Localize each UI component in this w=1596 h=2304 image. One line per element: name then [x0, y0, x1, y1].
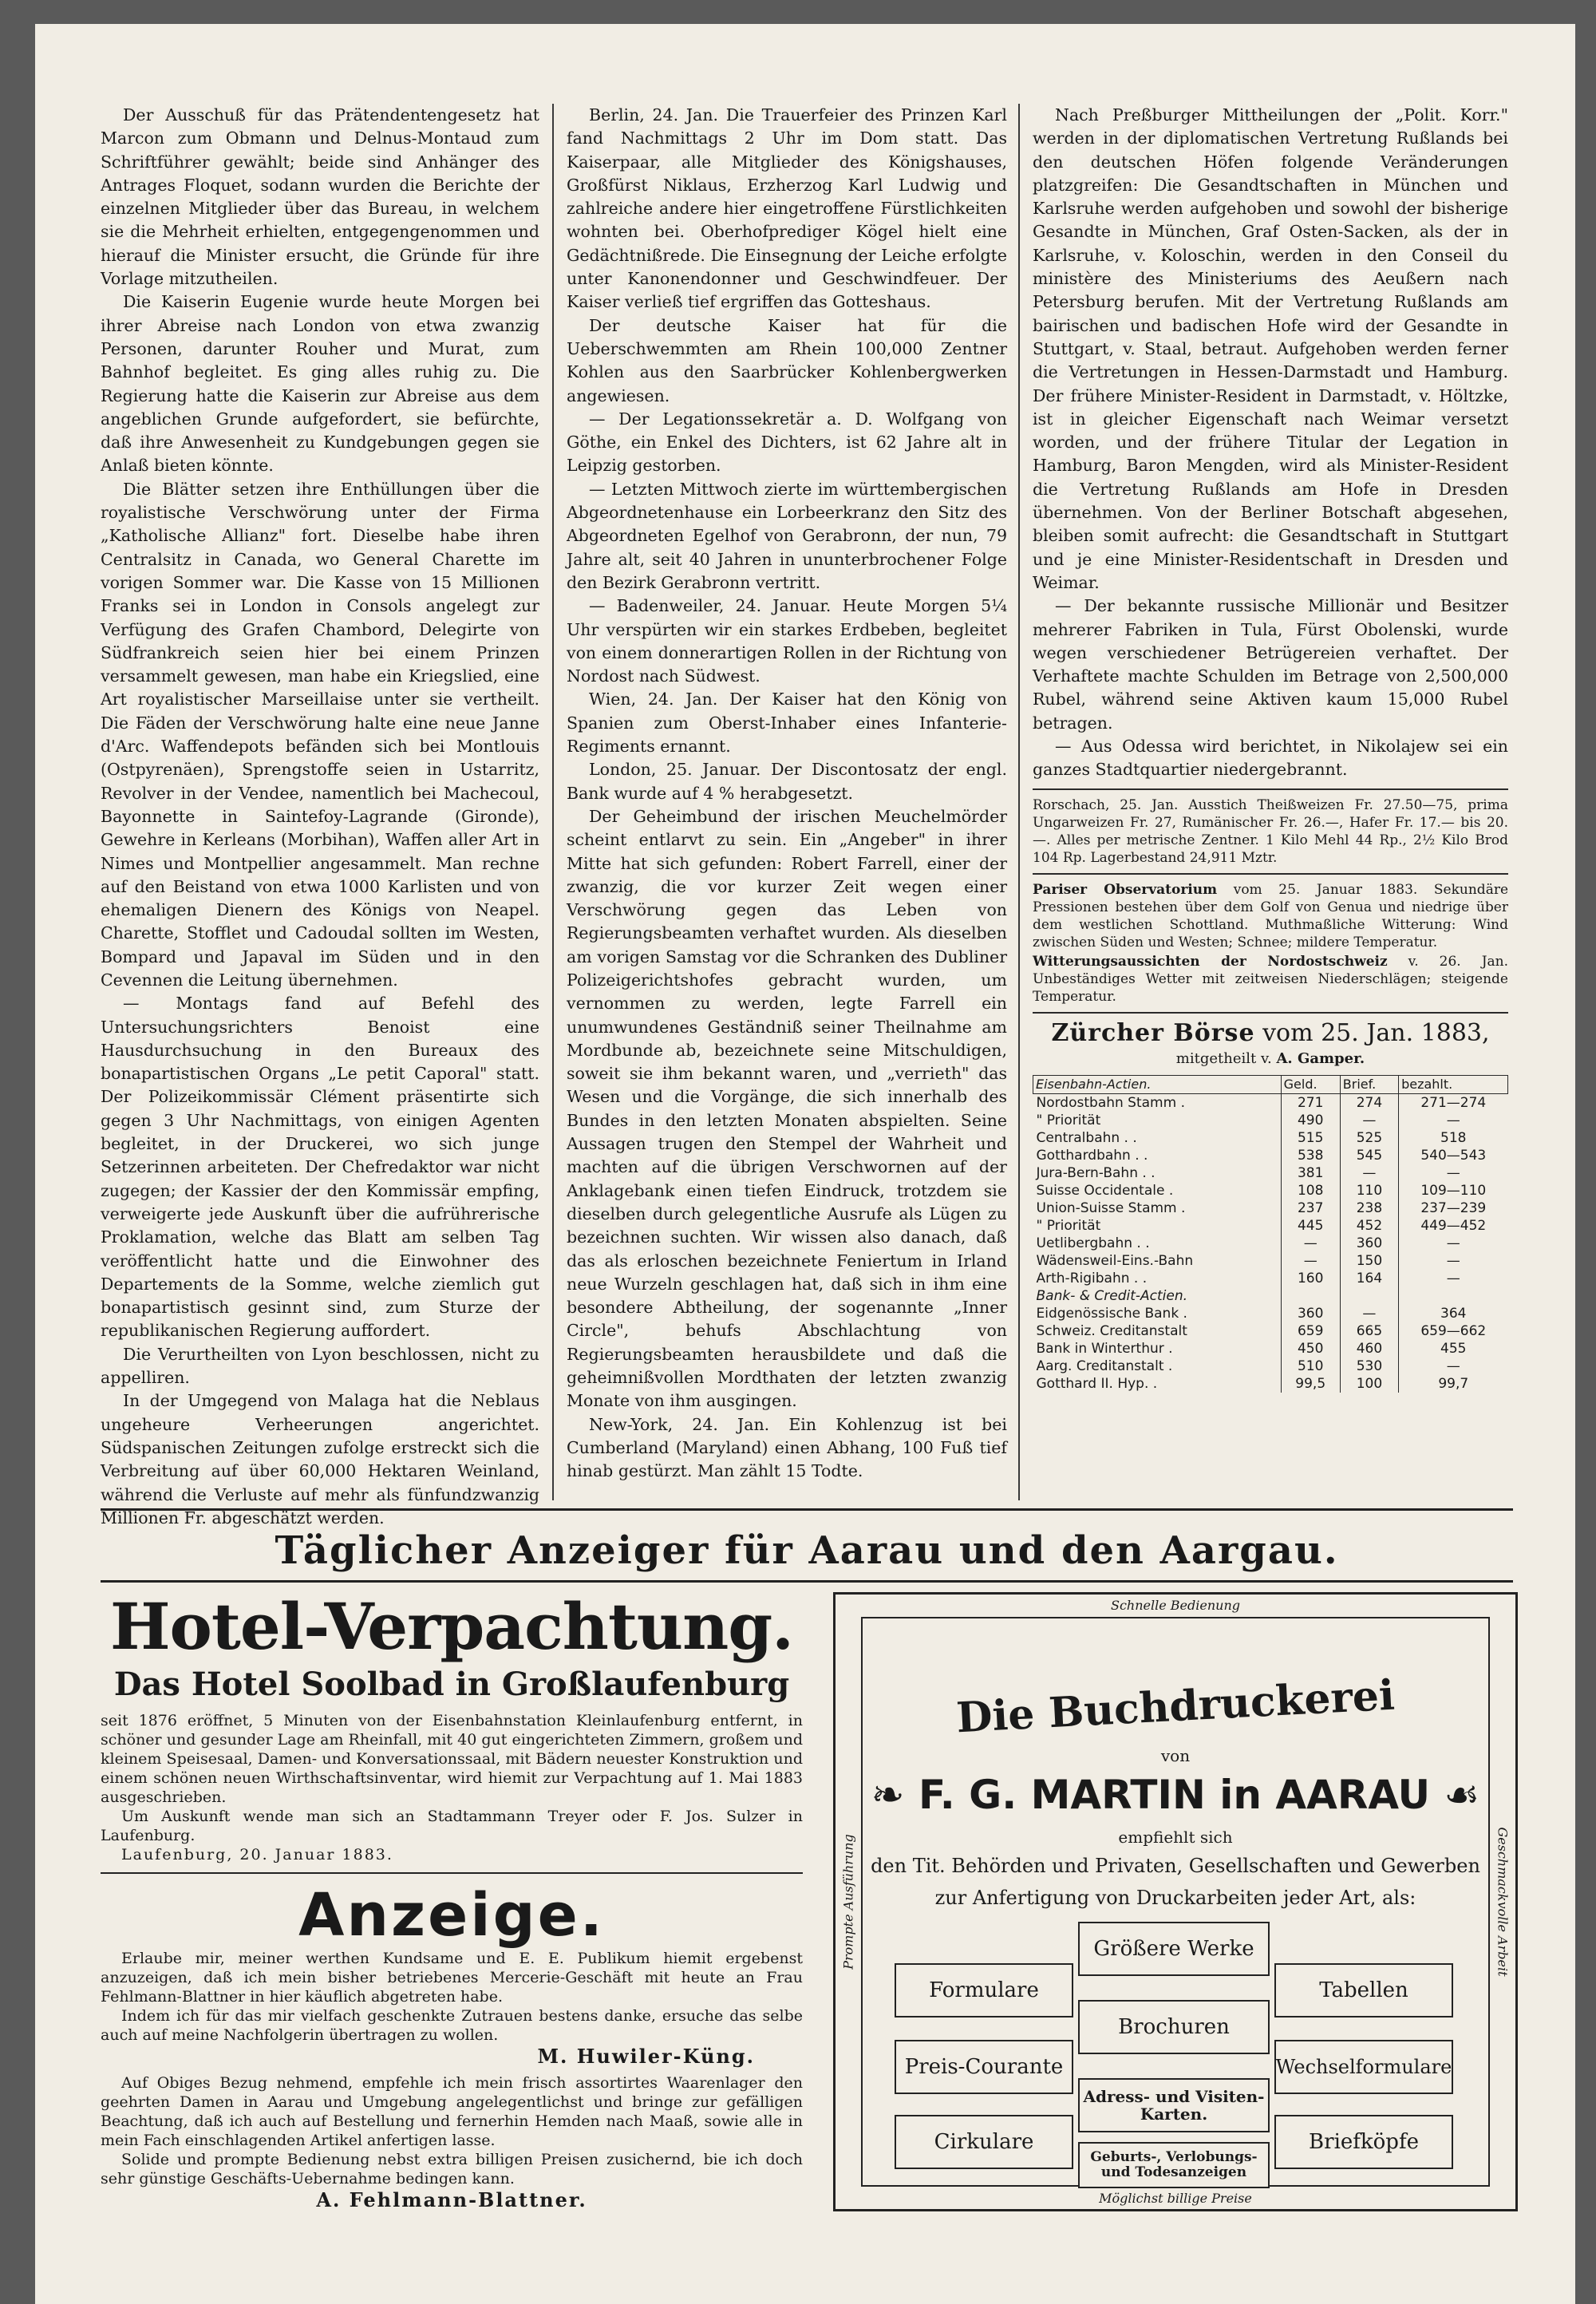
table-cell: —	[1281, 1252, 1340, 1270]
column-2	[567, 104, 1007, 1484]
table-row	[1033, 1375, 1508, 1393]
column-2-paragraph: Der Geheimbund der irischen Meuchelmörder scheint entlarvt zu sein. Ein „Angeber" in ihrer Mitte hat sich gefunden: Robert Farrell, einer der zwanzig, die vor kurzer Zeit wegen einer Verschwörung gegen das Leben von Regierungsbeamten verhaftet wurden. Als dieselben am vorigen Samstag vor die Schranken des Dubliner Polizeigerichtshofes gebracht wurden, um vernommen zu werden, legte Farrell ein unumwundenes Geständniß seiner Theilnahme am Mordbunde ab, bezeichnete seine Mitschuldigen, soweit sie ihm bekannt waren, und „verrieth" das Wesen und die Vorgänge, die sich innerhalb des Bundes in den letzten Monaten abspielten. Seine Aussagen trugen den Stempel der Wahrheit und machten auf die übrigen Verschwornen auf der Anklagebank einen tiefen Eindruck, trotzdem sie dieselben durch gelegentliche Ausrufe als Lügen zu bezeichnen suchten. Wir wissen also danach, daß das als erloschen bezeichnete Feniertum in Irland neue Wurzeln geschlagen hat, daß sich in ihm eine besondere Abtheilung, der sogenannte „Inner Circle", behufs Abschlachtung von Regierungsbeamten herausbildete und daß die geheimnißvollen Mordthaten der letzten zwanzig Monate von ihm ausgingen.	[567, 806, 1007, 1411]
left-advertisements	[101, 1588, 803, 2212]
bourse-sub: mitgetheilt v.	[1175, 1049, 1272, 1067]
table-cell: 665	[1340, 1322, 1398, 1340]
table-cell: Jura-Bern-Bahn . .	[1036, 1164, 1156, 1181]
anzeige-para-3: Auf Obiges Bezug nehmend, empfehle ich mein frisch assortirtes Waarenlager den geehrten Damen in Aarau und Umgebung angelegentlichst und bringe zur gefälligen Beachtung, daß ich auch auf Bestellung und fernerhin Hemden nach Maaß, sowie alle in mein Fach einschlagenden Artikel anfertigen lasse.	[101, 2074, 803, 2149]
witterung-title: Witterungsaussichten der Nordostschweiz	[1033, 953, 1388, 970]
service-box: Tabellen	[1274, 1963, 1453, 2017]
table-row	[1033, 1112, 1508, 1129]
firm-name: F. G. MARTIN in AARAU	[918, 1772, 1431, 1818]
buchdruckerei-empfiehlt: empfiehlt sich	[1118, 1828, 1233, 1847]
table-cell: Centralbahn . .	[1036, 1129, 1137, 1146]
column-3-paragraph: — Der bekannte russische Millionär und Besitzer mehrerer Fabriken in Tula, Fürst Obolenski, wurde wegen verschiedener Betrügereien verhaftet. Der Verhaftete machte Schulden im Betrage von 2,500,000 Rubel, während seine Aktiven kaum 15,000 Rubel betragen.	[1033, 596, 1508, 733]
bourse-header-cell: Brief.	[1340, 1075, 1398, 1093]
table-cell: 150	[1340, 1252, 1398, 1270]
frame-label-right: Geschmackvolle Arbeit	[1495, 1827, 1511, 1977]
bourse-heading	[1033, 1020, 1508, 1047]
table-cell: 360	[1281, 1305, 1340, 1322]
table-row	[1033, 1235, 1508, 1252]
table-cell: 525	[1340, 1129, 1398, 1147]
hotel-description: seit 1876 eröffnet, 5 Minuten von der Eisenbahnstation Kleinlaufenburg entfernt, in schöner und gesunder Lage am Rheinfall, mit 40 gut eingerichteten Zimmern, großem und kleinem Speisesaal, Damen- und Konversationssaal, mit Bädern neuester Konstruktion und einem schönen neuen Wirthschaftsinventar, wird hiemit zur Verpachtung auf 1. Mai 1883 ausgeschrieben.	[101, 1712, 803, 1806]
frame-label-left: Prompte Ausführung	[840, 1834, 856, 1970]
witterung-date: v. 26. Jan.	[1408, 953, 1509, 970]
column-1-paragraph: In der Umgegend von Malaga hat die Neblaus ungeheure Verheerungen angerichtet. Südspanischen Zeitungen zufolge erstreckt sich die Verbreitung auf über 60,000 Hektaren Weinland, während die Verluste auf mehr als fünfundzwanzig Millionen Fr. abgeschätzt werden.	[101, 1391, 539, 1527]
table-cell: 381	[1281, 1164, 1340, 1182]
buchdruckerei-line-1: den Tit. Behörden und Privaten, Gesellschaften und Gewerben	[871, 1855, 1480, 1877]
divider	[1033, 788, 1508, 790]
table-cell: 99,5	[1281, 1375, 1340, 1393]
column-1-paragraph: Die Verurtheilten von Lyon beschlossen, nicht zu appelliren.	[101, 1344, 539, 1388]
table-cell: —	[1399, 1112, 1508, 1129]
table-cell: 271	[1281, 1093, 1340, 1112]
table-cell: 109—110	[1399, 1182, 1508, 1199]
frame-label-top: Schnelle Bedienung	[1111, 1598, 1240, 1613]
bourse-date: vom 25. Jan. 1883,	[1262, 1018, 1490, 1047]
table-cell: 452	[1340, 1217, 1398, 1235]
newspaper-page	[35, 24, 1575, 2304]
table-cell: —	[1340, 1164, 1398, 1182]
bourse-title: Zürcher Börse	[1051, 1018, 1255, 1047]
table-cell: 659	[1281, 1322, 1340, 1340]
table-cell: 518	[1399, 1129, 1508, 1147]
table-cell: Union-Suisse Stamm .	[1036, 1199, 1186, 1216]
hotel-title: Hotel-Verpachtung.	[109, 1589, 794, 1664]
table-cell: 450	[1281, 1340, 1340, 1358]
column-2-paragraph: Wien, 24. Jan. Der Kaiser hat den König von Spanien zum Oberst-Inhaber eines Infanterie-Regiments ernannt.	[567, 690, 1007, 757]
table-cell: " Priorität	[1036, 1217, 1101, 1234]
service-box: Geburts-, Verlobungs- und Todesanzeigen	[1078, 2142, 1270, 2188]
table-row	[1033, 1147, 1508, 1164]
table-cell: —	[1399, 1252, 1508, 1270]
buchdruckerei-von: von	[1160, 1746, 1191, 1765]
table-cell: 449—452	[1399, 1217, 1508, 1235]
column-3	[1033, 104, 1508, 1393]
table-cell: 100	[1340, 1375, 1398, 1393]
table-cell: 164	[1340, 1270, 1398, 1287]
column-divider	[552, 104, 554, 1500]
table-cell: 364	[1399, 1305, 1508, 1322]
anzeige-title: Anzeige.	[298, 1881, 605, 1950]
table-cell: Gotthard II. Hyp. .	[1036, 1375, 1158, 1392]
bourse-attribution	[1033, 1047, 1508, 1070]
table-cell: 460	[1340, 1340, 1398, 1358]
rorschach-report: Rorschach, 25. Jan. Ausstich Theißweizen Fr. 27.50—75, prima Ungarweizen Fr. 27, Rumänischer Fr. 26.—, Hafer Fr. 17.— bis 20.—. Alles per metrische Zentner. 1 Kilo Mehl 44 Rp., 2½ Kilo Brod 104 Rp. Lagerbestand 24,911 Mztr.	[1033, 796, 1508, 866]
buchdruckerei-ad	[833, 1592, 1518, 2211]
buchdruckerei-line-2: zur Anfertigung von Druckarbeiten jeder Art, als:	[934, 1887, 1416, 1909]
table-cell: Wädensweil-Eins.-Bahn	[1036, 1252, 1194, 1269]
table-cell	[1340, 1287, 1398, 1305]
anzeige-text	[101, 1949, 803, 2045]
column-1-paragraph: Die Kaiserin Eugenie wurde heute Morgen bei ihrer Abreise nach London von etwa zwanzig Personen, darunter Rouher und Murat, zum Bahnhof begleitet. Es ging alles ruhig zu. Die Regierung hatte die Kaiserin zur Abreise aus dem angeblichen Grunde aufgefordert, sie befürchte, daß ihre Anwesenheit zu Kundgebungen gegen sie Anlaß bieten könnte.	[101, 292, 539, 476]
witterung-text: Unbeständiges Wetter mit zeitweisen Niederschlägen; steigende Temperatur.	[1033, 970, 1508, 1005]
bourse-by: A. Gamper.	[1276, 1049, 1365, 1067]
table-cell: 360	[1340, 1235, 1398, 1252]
table-cell: 108	[1281, 1182, 1340, 1199]
observatorium-report	[1033, 881, 1508, 951]
table-cell: —	[1399, 1235, 1508, 1252]
table-cell: 99,7	[1399, 1375, 1508, 1393]
table-cell: 238	[1340, 1199, 1398, 1217]
table-cell: 659—662	[1399, 1322, 1508, 1340]
table-row	[1033, 1340, 1508, 1358]
service-box: Briefköpfe	[1274, 2115, 1453, 2169]
bourse-header-cell: Geld.	[1281, 1075, 1340, 1093]
table-cell: 545	[1340, 1147, 1398, 1164]
column-2-paragraph: — Der Legationssekretär a. D. Wolfgang von Göthe, ein Enkel des Dichters, ist 62 Jahre alt in Leipzig gestorben.	[567, 409, 1007, 476]
hotel-subtitle: Das Hotel Soolbad in Großlaufenburg	[113, 1666, 790, 1703]
divider	[1033, 873, 1508, 875]
bourse-header-row	[1033, 1075, 1508, 1093]
table-cell	[1399, 1287, 1508, 1305]
section-divider	[101, 1580, 1513, 1583]
column-3-articles	[1033, 104, 1508, 782]
service-box: Brochuren	[1078, 2000, 1270, 2054]
service-box: Preis-Courante	[895, 2040, 1073, 2094]
table-cell: 510	[1281, 1358, 1340, 1375]
column-2-paragraph: New-York, 24. Jan. Ein Kohlenzug ist bei Cumberland (Maryland) einen Abhang, 100 Fuß tief hinab gestürzt. Man zählt 15 Todte.	[567, 1414, 1007, 1481]
table-row	[1033, 1217, 1508, 1235]
service-box: Cirkulare	[895, 2115, 1073, 2169]
table-row	[1033, 1322, 1508, 1340]
service-box: Formulare	[895, 1963, 1073, 2017]
hotel-text	[101, 1711, 803, 1864]
hotel-contact: Um Auskunft wende man sich an Stadtammann Treyer oder F. Jos. Sulzer in Laufenburg.	[101, 1808, 803, 1844]
section-divider	[101, 1508, 1513, 1511]
column-1-paragraph: Der Ausschuß für das Prätendentengesetz hat Marcon zum Obmann und Delnus-Montaud zum Schriftführer gewählt; beide sind Anhänger des Antrages Floquet, sodann wurden die Berichte der einzelnen Mitglieder über das Bureau, in welchem sie die Mehrheit erhielten, entgegengenommen und hierauf die Minister ersucht, die Gründe für ihre Vorlage mitzutheilen.	[101, 105, 539, 289]
table-row	[1033, 1305, 1508, 1322]
table-cell: " Priorität	[1036, 1112, 1101, 1128]
table-cell: Nordostbahn Stamm .	[1036, 1094, 1185, 1111]
table-cell: Schweiz. Creditanstalt	[1036, 1322, 1187, 1339]
anzeige-para-2: Indem ich für das mir vielfach geschenkte Zutrauen bestens danke, ersuche das selbe auch auf meine Nachfolgerin übertragen zu wollen.	[101, 2007, 803, 2044]
signature-fehlmann: A. Fehlmann-Blattner.	[316, 2188, 587, 2211]
table-row	[1033, 1252, 1508, 1270]
table-cell: Arth-Rigibahn . .	[1036, 1270, 1148, 1286]
observatorium-text: Sekundäre Pressionen bestehen über dem Golf von Genua und niedrige über dem westlichen Schottland. Muthmaßliche Witterung: Wind zwischen Süden und Westen; Schnee; mildere Temperatur.	[1033, 881, 1509, 950]
anzeige-text-2	[101, 2073, 803, 2188]
bourse-table	[1033, 1075, 1508, 1393]
table-cell: 271—274	[1399, 1093, 1508, 1112]
column-2-paragraph: — Badenweiler, 24. Januar. Heute Morgen 5¼ Uhr verspürten wir ein starkes Erdbeben, begleitet von einem donnerartigen Rollen in der Richtung von Nordost nach Südwest.	[567, 596, 1007, 686]
table-cell: Bank in Winterthur .	[1036, 1340, 1173, 1357]
table-row	[1033, 1129, 1508, 1147]
ornament-right-icon: ☙	[1430, 1772, 1480, 1818]
bourse-header-cell: bezahlt.	[1399, 1075, 1508, 1093]
table-cell: —	[1340, 1305, 1398, 1322]
table-cell: Aarg. Creditanstalt .	[1036, 1358, 1173, 1374]
hotel-date: Laufenburg, 20. Januar 1883.	[121, 1846, 393, 1863]
buchdruckerei-inner-frame	[861, 1617, 1490, 2187]
service-box: Adress- und Visiten-Karten.	[1078, 2078, 1270, 2132]
bourse-section-row	[1033, 1287, 1508, 1305]
anzeige-para-1: Erlaube mir, meiner werthen Kundsame und E. E. Publikum hiemit ergebenst anzuzeigen, daß ich mein bisher betriebenes Mercerie-Geschäft mit heute an Frau Fehlmann-Blattner in hier käuflich abgetreten habe.	[101, 1950, 803, 2006]
table-cell: 237—239	[1399, 1199, 1508, 1217]
table-cell: 530	[1340, 1358, 1398, 1375]
column-3-paragraph: Nach Preßburger Mittheilungen der „Polit. Korr." werden in der diplomatischen Vertretung Rußlands bei den deutschen Höfen folgende Veränderungen platzgreifen: Die Gesandtschaften in München und Karlsruhe werden aufgehoben und sowohl der bisherige Gesandte in München, Graf Osten-Sacken, als der in Karlsruhe, v. Koloschin, werden in den Conseil du ministère des Ministeriums des Aeußern nach Petersburg berufen. Mit der Vertretung Rußlands am bairischen und badischen Hofe wird der Gesandte in Stuttgart, v. Staal, betraut. Aufgehoben werden ferner die Vertretungen in Hessen-Darmstadt und Hamburg. Der frühere Minister-Resident in Darmstadt, v. Höltzke, ist in gleicher Eigenschaft nach Weimar versetzt worden, und der frühere Titular der Legation in Hamburg, Baron Mengden, wird als Minister-Resident die Vertretung Rußlands am Hofe in Dresden übernehmen. Von der Berliner Botschaft abgesehen, bleiben somit aufrecht: die Gesandtschaft in Stuttgart und je eine Minister-Residentschaft in Dresden und Weimar.	[1033, 105, 1508, 592]
table-cell: 538	[1281, 1147, 1340, 1164]
service-box: Wechselformulare	[1274, 2040, 1453, 2094]
column-1	[101, 104, 539, 1530]
table-cell: 160	[1281, 1270, 1340, 1287]
observatorium-title: Pariser Observatorium	[1033, 881, 1218, 898]
service-box: Größere Werke	[1078, 1922, 1270, 1976]
table-cell: 274	[1340, 1093, 1398, 1112]
table-cell: —	[1281, 1235, 1340, 1252]
signature-huwiler: M. Huwiler-Küng.	[537, 2045, 755, 2068]
table-cell: —	[1399, 1164, 1508, 1182]
table-cell: 237	[1281, 1199, 1340, 1217]
divider	[1033, 1012, 1508, 1014]
table-cell: —	[1399, 1358, 1508, 1375]
frame-label-bottom: Möglichst billige Preise	[1099, 2191, 1252, 2206]
buchdruckerei-title: Die Buchdruckerei	[954, 1670, 1396, 1743]
table-cell: 515	[1281, 1129, 1340, 1147]
table-row	[1033, 1164, 1508, 1182]
table-cell: Gotthardbahn . .	[1036, 1147, 1148, 1164]
column-divider	[1018, 104, 1020, 1500]
table-row	[1033, 1358, 1508, 1375]
table-cell: Uetlibergbahn . .	[1036, 1235, 1150, 1251]
anzeiger-banner: Täglicher Anzeiger für Aarau und den Aargau.	[275, 1528, 1339, 1573]
column-2-paragraph: Berlin, 24. Jan. Die Trauerfeier des Prinzen Karl fand Nachmittags 2 Uhr im Dom statt. Das Kaiserpaar, alle Mitglieder des Königshauses, Großfürst Niklaus, Erzherzog Karl Ludwig und zahlreiche andere hier eingetroffene Fürstlichkeiten wohnten bei. Oberhofprediger Kögel hielt eine Gedächtnißrede. Die Einsegnung der Leiche erfolgte unter Kanonendonner und Geschwindfeuer. Der Kaiser verließ tief ergriffen das Gotteshaus.	[567, 105, 1007, 312]
table-cell: 445	[1281, 1217, 1340, 1235]
table-cell	[1281, 1287, 1340, 1305]
column-1-paragraph: Die Blätter setzen ihre Enthüllungen über die royalistische Verschwörung unter der Firma „Katholische Allianz" fort. Dieselbe habe ihren Centralsitz in Canada, wo General Charette im vorigen Sommer war. Die Kasse von 15 Millionen Franks sei in London in Consols angelegt zur Verfügung des Grafen Chambord, Delegirte von Südfrankreich seien hier bei einem Prinzen versammelt gewesen, man habe ein Kriegslied, eine Art royalistischer Marseillaise unter sie vertheilt. Die Fäden der Verschwörung halte eine neue Janne d'Arc. Waffendepots befänden sich bei Montlouis (Ostpyrenäen), Sprengstoffe seien in Ustarritz, Revolver in der Vendee, namentlich bei Machecoul, Bayonnette in Saintefoy-Lagrande (Gironde), Gewehre in Kerleans (Morbihan), Waffen aller Art in Nimes und Montpellier angesammelt. Man rechne auf den Beistand von etwa 1000 Karlisten und von ehemaligen Dienern des Königs von Neapel. Charette, Stofflet und Cadoudal sollten im Westen, Bompard und Japaval im Süden und in den Cevennen die Leitung übernehmen.	[101, 479, 539, 990]
table-row	[1033, 1199, 1508, 1217]
table-cell: 490	[1281, 1112, 1340, 1129]
witterung-report	[1033, 953, 1508, 1006]
table-cell: Eidgenössische Bank .	[1036, 1305, 1187, 1322]
table-cell: 540—543	[1399, 1147, 1508, 1164]
bourse-header-cell: Eisenbahn-Actien.	[1033, 1075, 1282, 1093]
table-cell: —	[1340, 1112, 1398, 1129]
table-row	[1033, 1093, 1508, 1112]
column-1-paragraph: — Montags fand auf Befehl des Untersuchungsrichters Benoist eine Hausdurchsuchung in den Bureaux des bonapartistischen Organs „Le petit Caporal" statt. Der Polizeikommissär Clément präsentirte sich gegen 3 Uhr Nachmittags, von einigen Agenten begleitet, in der Druckerei, wo sich junge Setzerinnen arbeiteten. Der Chefredaktor war nicht zugegen; der Kassier der den Kommissär empfing, verweigerte jede Auskunft über die aufrührerische Proklamation, welche das Blatt am selben Tag veröffentlicht hatte und die Einwohner des Departements de la Somme, welche ziemlich gut bonapartistisch gesinnt sind, zum Sturze der republikanischen Regierung auffordert.	[101, 994, 539, 1341]
column-2-paragraph: London, 25. Januar. Der Discontosatz der engl. Bank wurde auf 4 % herabgesetzt.	[567, 760, 1007, 803]
table-cell: 455	[1399, 1340, 1508, 1358]
column-2-paragraph: Der deutsche Kaiser hat für die Ueberschwemmten am Rhein 100,000 Zentner Kohlen aus den Saarbrücker Kohlenbergwerken angewiesen.	[567, 315, 1007, 405]
observatorium-date: vom 25. Januar 1883.	[1233, 881, 1418, 898]
table-row	[1033, 1270, 1508, 1287]
table-cell: —	[1399, 1270, 1508, 1287]
table-row	[1033, 1182, 1508, 1199]
table-cell: Suisse Occidentale .	[1036, 1182, 1174, 1199]
table-cell: 110	[1340, 1182, 1398, 1199]
anzeige-para-4: Solide und prompte Bedienung nebst extra billigen Preisen zusichernd, bie ich doch sehr günstige Geschäfts-Uebernahme bedingen kann.	[101, 2151, 803, 2187]
buchdruckerei-firm	[863, 1772, 1488, 1818]
bourse-section-label: Bank- & Credit-Actien.	[1036, 1287, 1188, 1304]
column-2-paragraph: — Letzten Mittwoch zierte im württembergischen Abgeordnetenhause ein Lorbeerkranz den Sitz des Abgeordneten Egelhof von Gerabronn, der nun, 79 Jahre alt, seit 40 Jahren in ununterbrochener Folge den Bezirk Gerabronn vertritt.	[567, 479, 1007, 592]
column-3-paragraph: — Aus Odessa wird berichtet, in Nikolajew sei ein ganzes Stadtquartier niedergebrannt.	[1033, 737, 1508, 780]
ad-divider	[101, 1872, 803, 1874]
ornament-left-icon: ❧	[871, 1772, 918, 1818]
